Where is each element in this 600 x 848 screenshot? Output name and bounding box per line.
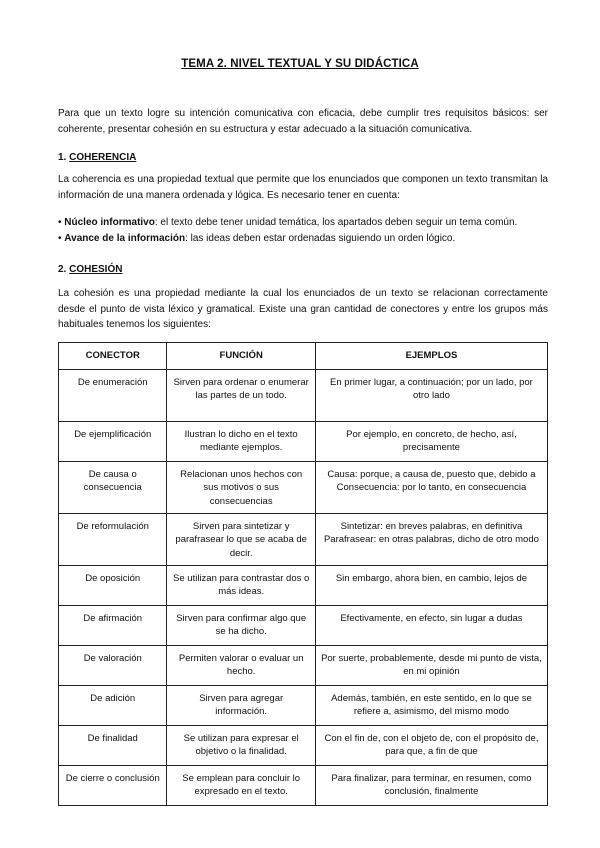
bullet-item: • Avance de la información: las ideas deben estar ordenadas siguiendo un orden lógico. bbox=[58, 233, 456, 244]
conector-cell: De valoración bbox=[59, 645, 167, 685]
connectors-table bbox=[58, 342, 548, 806]
ejemplos-cell bbox=[315, 461, 547, 513]
funcion-cell: Se utilizan para expresar el objetivo o la finalidad. bbox=[167, 725, 315, 765]
conector-cell: De ejemplificación bbox=[59, 421, 167, 461]
cohesion-paragraph: La cohesión es una propiedad mediante la cual los enunciados de un texto se relacionan correctamente desde el punto de vista léxico y gramatical. Existe una gran cantidad de conectores y entre los grupos más habituales tenemos los siguientes: bbox=[58, 288, 548, 330]
table-row bbox=[59, 421, 548, 461]
conector-cell: De oposición bbox=[59, 565, 167, 605]
ejemplos-line: Consecuencia: por lo tanto, en consecuencia bbox=[336, 482, 527, 493]
ejemplos-line: Sintetizar: en breves palabras, en definitiva bbox=[340, 520, 523, 532]
table-row bbox=[59, 565, 548, 605]
column-header-ejemplos: EJEMPLOS bbox=[315, 343, 547, 370]
section-title: COHESIÓN bbox=[69, 264, 123, 275]
bullet-text: : el texto debe tener unidad temática, los apartados deben seguir un tema común. bbox=[154, 217, 518, 228]
table-row bbox=[59, 685, 548, 725]
section-title: COHERENCIA bbox=[69, 152, 137, 163]
conector-cell: De enumeración bbox=[59, 369, 167, 421]
bullet-item: • Núcleo informativo: el texto debe tener unidad temática, los apartados deben seguir un tema común. bbox=[58, 217, 518, 228]
table-row bbox=[59, 765, 548, 805]
table-header-row bbox=[59, 343, 548, 370]
ejemplos-line: Parafrasear: en otras palabras, dicho de otro modo bbox=[323, 534, 539, 545]
ejemplos-cell: Sin embargo, ahora bien, en cambio, lejos de bbox=[315, 565, 547, 605]
funcion-cell: Sirven para ordenar o enumerar las partes de un todo. bbox=[167, 369, 315, 421]
table-row bbox=[59, 513, 548, 565]
ejemplos-cell bbox=[315, 513, 547, 565]
table-row bbox=[59, 725, 548, 765]
funcion-cell: Ilustran lo dicho en el texto mediante ejemplos. bbox=[167, 421, 315, 461]
funcion-cell: Se utilizan para contrastar dos o más ideas. bbox=[167, 565, 315, 605]
ejemplos-cell: En primer lugar, a continuación; por un lado, por otro lado bbox=[315, 369, 547, 421]
bullet-label: Avance de la información bbox=[64, 233, 186, 244]
ejemplos-cell: Para finalizar, para terminar, en resumen, como conclusión, finalmente bbox=[315, 765, 547, 805]
conector-cell: De finalidad bbox=[59, 725, 167, 765]
ejemplos-cell: Efectivamente, en efecto, sin lugar a dudas bbox=[315, 605, 547, 645]
funcion-cell: Permiten valorar o evaluar un hecho. bbox=[167, 645, 315, 685]
ejemplos-cell: Por suerte, probablemente, desde mi punto de vista, en mi opinión bbox=[315, 645, 547, 685]
section-heading-coherencia bbox=[58, 152, 136, 163]
intro-paragraph: Para que un texto logre su intención comunicativa con eficacia, debe cumplir tres requisitos básicos: ser coherente, presentar cohesión en su estructura y estar adecuado a la situación comunicativa. bbox=[58, 108, 548, 135]
table-row bbox=[59, 369, 548, 421]
funcion-cell: Se emplean para concluir lo expresado en el texto. bbox=[167, 765, 315, 805]
table-row bbox=[59, 605, 548, 645]
funcion-cell: Sirven para sintetizar y parafrasear lo que se acaba de decir. bbox=[167, 513, 315, 565]
ejemplos-cell: Por ejemplo, en concreto, de hecho, así, precisamente bbox=[315, 421, 547, 461]
ejemplos-cell: Además, también, en este sentido, en lo que se refiere a, asimismo, del mismo modo bbox=[315, 685, 547, 725]
funcion-cell: Sirven para confirmar algo que se ha dicho. bbox=[167, 605, 315, 645]
table-row bbox=[59, 645, 548, 685]
bullet-label: Núcleo informativo bbox=[64, 217, 155, 228]
page-title: TEMA 2. NIVEL TEXTUAL Y SU DIDÁCTICA bbox=[181, 58, 419, 70]
section-heading-cohesion bbox=[58, 264, 122, 275]
conector-cell: De causa o consecuencia bbox=[59, 461, 167, 513]
conector-cell: De cierre o conclusión bbox=[59, 765, 167, 805]
funcion-cell: Sirven para agregar información. bbox=[167, 685, 315, 725]
section-number: 2. bbox=[58, 264, 67, 275]
ejemplos-line: Causa: porque, a causa de, puesto que, debido a bbox=[327, 468, 536, 480]
column-header-conector: CONECTOR bbox=[59, 343, 167, 370]
conector-cell: De adición bbox=[59, 685, 167, 725]
bullet-text: : las ideas deben estar ordenadas siguiendo un orden lógico. bbox=[185, 233, 456, 244]
table-row bbox=[59, 461, 548, 513]
conector-cell: De reformulación bbox=[59, 513, 167, 565]
column-header-funcion: FUNCIÓN bbox=[167, 343, 315, 370]
conector-cell: De afirmación bbox=[59, 605, 167, 645]
coherencia-paragraph: La coherencia es una propiedad textual que permite que los enunciados que componen un texto transmitan la información de una manera ordenada y lógica. Es necesario tener en cuenta: bbox=[58, 174, 548, 201]
ejemplos-cell: Con el fin de, con el objeto de, con el propósito de, para que, a fin de que bbox=[315, 725, 547, 765]
section-number: 1. bbox=[58, 152, 67, 163]
funcion-cell: Relacionan unos hechos con sus motivos o sus consecuencias bbox=[167, 461, 315, 513]
